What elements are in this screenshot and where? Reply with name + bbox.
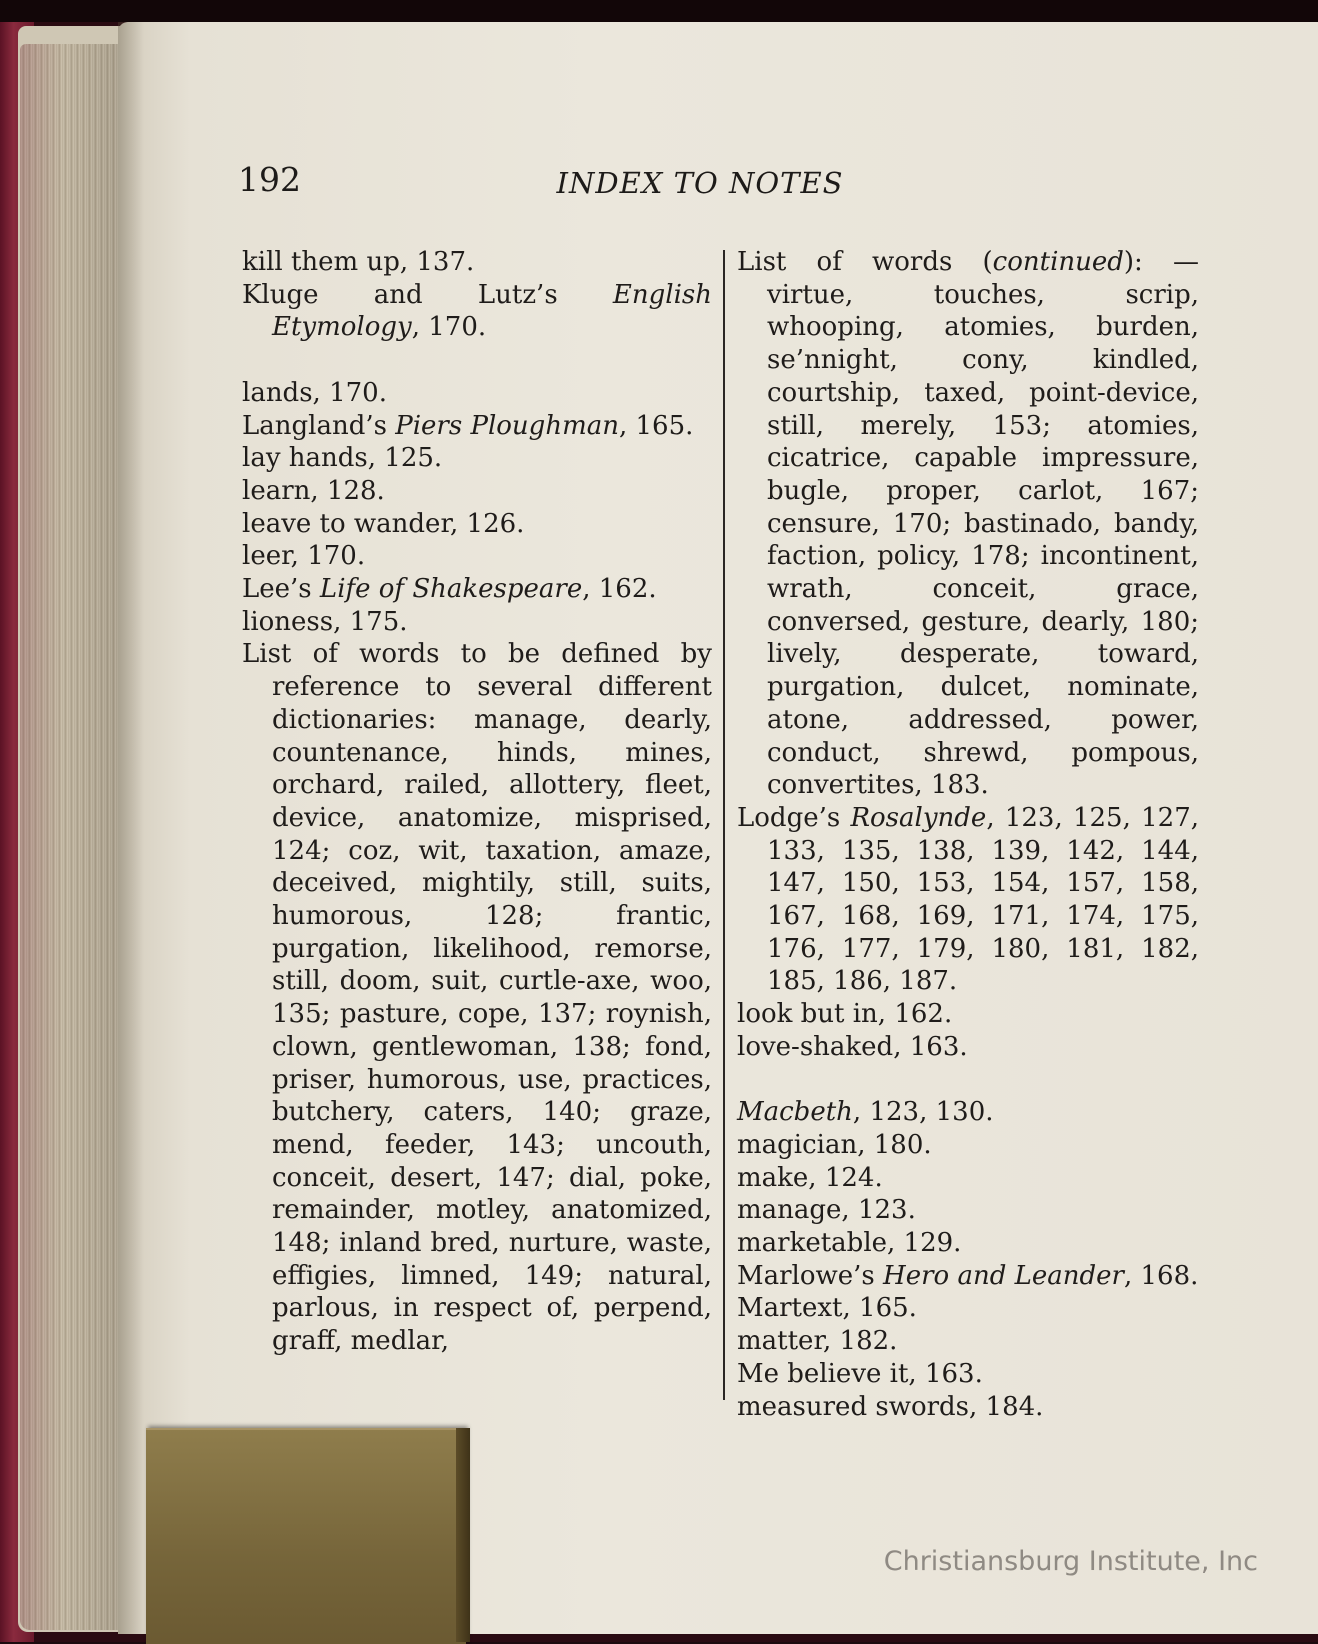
entry-text: List of words to be defined by reference to several different dictionaries: manage, dearly, countenance, hinds, mines, orchard, railed, allottery, fleet, device, anatomize, misprised, 124; coz, wit, taxation, amaze, deceived, mightily, still, suits, humorous, 128; frantic, purgation, likelihood, remorse, still, doom, suit, curtle-axe, woo, 135; pasture, cope, 137; roynish, clown, gentlewoman, 138; fond, priser, humorous, use, practices, butchery, caters, 140; graze, mend, feeder, 143; uncouth, conceit, desert, 147; dial, poke, remainder, motley, anatomized, 148; inland bred, nurture, waste, effigies, limned, 149; natural, parlous, in respect of, perpend, graff, medlar,	[242, 639, 712, 1357]
index-entry	[737, 1162, 1199, 1195]
entry-gap	[242, 344, 712, 377]
entry-title: Piers Ploughman	[395, 410, 619, 441]
entry-text: magician, 180.	[737, 1129, 932, 1160]
entry-pages: , 162.	[582, 574, 657, 605]
entry-text: lay hands, 125.	[242, 443, 443, 474]
index-entry	[737, 1129, 1199, 1162]
entry-text: Martext, 165.	[737, 1293, 917, 1324]
index-entry	[242, 606, 712, 639]
entry-text: make, 124.	[737, 1162, 883, 1193]
entry-title: Hero and Leander	[883, 1260, 1124, 1291]
page-number: 192	[238, 160, 301, 199]
entry-text: learn, 128.	[242, 475, 385, 506]
entry-text: Lee’s	[242, 574, 320, 605]
entry-text: manage, 123.	[737, 1195, 916, 1226]
entry-text: Me believe it, 163.	[737, 1358, 983, 1389]
index-entry	[737, 1260, 1199, 1293]
entry-text: List of words (	[737, 247, 993, 277]
watermark: Christiansburg Institute, Inc	[883, 1546, 1258, 1577]
entry-text: Marlowe’s	[737, 1260, 884, 1291]
index-entry	[737, 1292, 1199, 1325]
entry-text: lioness, 175.	[242, 606, 408, 637]
page-edges-shade	[20, 44, 128, 1630]
index-entry	[242, 540, 712, 573]
entry-text: Kluge and Lutz’s	[242, 279, 613, 310]
index-entry	[242, 246, 712, 279]
bookmark-side	[456, 1428, 470, 1642]
entry-title: English Etymology	[272, 279, 712, 343]
entry-text: Lodge’s	[737, 802, 851, 833]
index-entry	[737, 1096, 1199, 1129]
index-entry	[242, 475, 712, 508]
index-entry	[737, 998, 1199, 1031]
entry-text: Langland’s	[242, 410, 396, 441]
index-entry	[737, 246, 1199, 802]
entry-title: Life of Shakespeare	[319, 574, 583, 605]
index-entry	[242, 442, 712, 475]
index-entry	[737, 1194, 1199, 1227]
entry-text: love-shaked, 163.	[737, 1031, 968, 1062]
entry-gap	[737, 1064, 1199, 1097]
page-gutter-shadow	[118, 22, 144, 1634]
entry-pages: , 170.	[411, 312, 487, 343]
index-entry	[242, 638, 712, 1357]
index-entry	[242, 508, 712, 541]
entry-title: Rosalynde	[850, 802, 987, 833]
entry-pages: ): — virtue, touches, scrip, whooping, atomies, burden, se’nnight, cony, kindled, courtship, taxed, point-device, still, merely, 153; atomies, cicatrice, capable impressure, bugle, proper, carlot, 167; censure, 170; bastinado, bandy, faction, policy, 178; incontinent, wrath, conceit, grace, conversed, gesture, dearly, 180; lively, desperate, toward, purgation, dulcet, nominate, atone, addressed, power, conduct, shrewd, pompous, convertites, 183.	[767, 247, 1199, 801]
entry-title: Macbeth	[737, 1097, 853, 1128]
index-entry	[242, 279, 712, 344]
bookmark-ribbon	[146, 1428, 466, 1644]
entry-text: leer, 170.	[242, 541, 366, 572]
entry-text: marketable, 129.	[737, 1228, 962, 1259]
index-entry	[737, 1031, 1199, 1064]
index-entry	[737, 1391, 1199, 1424]
entry-pages: , 165.	[618, 410, 694, 441]
running-head: INDEX TO NOTES	[556, 166, 844, 200]
entry-text: measured swords, 184.	[737, 1391, 1044, 1422]
index-entry	[737, 1358, 1199, 1391]
index-column-right	[737, 246, 1199, 1423]
entry-text: leave to wander, 126.	[242, 508, 525, 539]
entry-pages: , 168.	[1123, 1260, 1199, 1291]
entry-text: kill them up, 137.	[242, 247, 475, 277]
index-entry	[242, 573, 712, 606]
index-entry	[242, 377, 712, 410]
index-entry	[242, 410, 712, 443]
index-entry	[737, 802, 1199, 998]
entry-title: continued	[992, 247, 1124, 277]
entry-text: lands, 170.	[242, 377, 387, 408]
index-entry	[737, 1325, 1199, 1358]
entry-text: matter, 182.	[737, 1326, 898, 1357]
entry-pages: , 123, 125, 127, 133, 135, 138, 139, 142, 144, 147, 150, 153, 154, 157, 158, 167, 168, 169, 171, 174, 175, 176, 177, 179, 180, 181, 182, 185, 186, 187.	[767, 802, 1199, 997]
background-strip	[0, 0, 1318, 22]
entry-text: look but in, 162.	[737, 999, 953, 1030]
index-column-left	[242, 246, 712, 1358]
column-divider	[723, 250, 725, 1400]
index-entry	[737, 1227, 1199, 1260]
entry-pages: , 123, 130.	[852, 1097, 994, 1128]
